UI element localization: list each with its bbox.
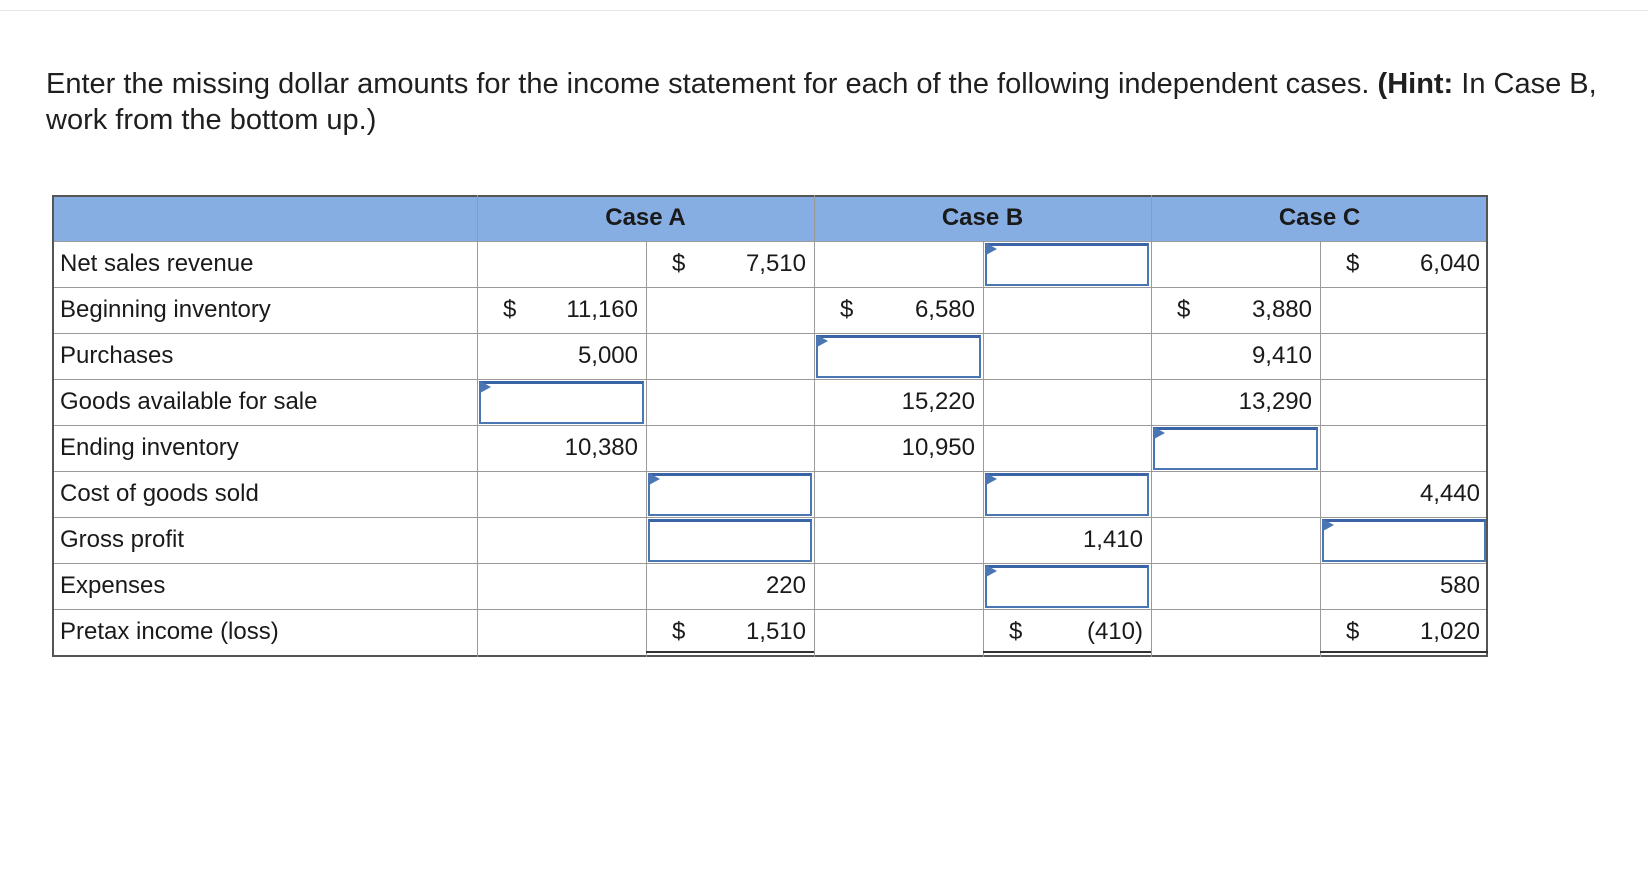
case-c-pretax-income-value: 1,020	[1419, 618, 1480, 645]
row-label-expenses: Expenses	[60, 572, 166, 599]
row-divider	[52, 517, 1488, 518]
case-b-pretax-income	[983, 609, 1151, 655]
column-divider	[477, 195, 478, 657]
currency-symbol: $	[503, 296, 517, 323]
case-c-goods-available: 13,290	[1238, 388, 1312, 415]
row-label-cost-of-goods-sold: Cost of goods sold	[60, 480, 259, 507]
case-b-goods-available: 15,220	[901, 388, 975, 415]
total-underline	[1320, 651, 1488, 653]
case-a-net-sales	[646, 241, 814, 287]
row-label-pretax-income: Pretax income (loss)	[60, 618, 279, 645]
case-a-cost-of-goods-sold-input[interactable]	[648, 473, 812, 516]
case-c-purchases: 9,410	[1251, 342, 1312, 369]
case-a-expenses: 220	[765, 572, 806, 599]
instruction-hint-text: In Case B, work from the bottom up.)	[46, 68, 1597, 136]
row-divider	[52, 287, 1488, 288]
row-label-beginning-inventory: Beginning inventory	[60, 296, 271, 323]
instruction-hint-label: (Hint:	[1377, 68, 1454, 100]
table-border-top	[52, 195, 1488, 197]
column-divider	[983, 241, 984, 657]
column-divider	[1151, 195, 1152, 657]
row-divider	[52, 241, 1488, 242]
currency-symbol: $	[840, 296, 854, 323]
case-b-expenses-input[interactable]	[985, 565, 1149, 608]
table-border-right	[1486, 195, 1488, 657]
case-c-beginning-inventory	[1151, 287, 1320, 333]
case-b-gross-profit: 1,410	[1082, 526, 1143, 553]
case-c-ending-inventory-input[interactable]	[1153, 427, 1318, 470]
case-a-beginning-inventory-value: 11,160	[566, 296, 638, 323]
case-b-net-sales-input[interactable]	[985, 243, 1149, 286]
case-a-gross-profit-input[interactable]	[648, 519, 812, 562]
case-c-gross-profit-input[interactable]	[1322, 519, 1486, 562]
case-c-pretax-income	[1320, 609, 1488, 655]
case-c-cost-of-goods-sold: 4,440	[1419, 480, 1480, 507]
row-divider	[52, 379, 1488, 380]
case-c-expenses: 580	[1439, 572, 1480, 599]
row-divider	[52, 609, 1488, 610]
currency-symbol: $	[672, 250, 686, 277]
currency-symbol: $	[1346, 618, 1360, 645]
row-label-goods-available: Goods available for sale	[60, 388, 318, 415]
case-a-beginning-inventory	[477, 287, 646, 333]
row-label-net-sales: Net sales revenue	[60, 250, 254, 277]
row-divider	[52, 425, 1488, 426]
instruction-main: Enter the missing dollar amounts for the income statement for each of the following independent cases.	[46, 68, 1378, 100]
currency-symbol: $	[1009, 618, 1023, 645]
header-case-b: Case B	[814, 195, 1151, 241]
case-b-purchases-input[interactable]	[816, 335, 981, 378]
case-a-pretax-income-value: 1,510	[745, 618, 806, 645]
case-a-ending-inventory: 10,380	[564, 434, 638, 461]
case-c-net-sales	[1320, 241, 1488, 287]
row-divider	[52, 471, 1488, 472]
income-statement-table	[52, 195, 1488, 658]
row-divider	[52, 563, 1488, 564]
case-a-net-sales-value: 7,510	[745, 250, 806, 277]
case-b-cost-of-goods-sold-input[interactable]	[985, 473, 1149, 516]
case-c-beginning-inventory-value: 3,880	[1251, 296, 1312, 323]
column-divider	[646, 241, 647, 657]
case-b-beginning-inventory	[814, 287, 983, 333]
case-b-pretax-income-value: (410)	[1086, 618, 1143, 645]
header-case-c: Case C	[1151, 195, 1488, 241]
row-label-ending-inventory: Ending inventory	[60, 434, 239, 461]
column-divider	[1320, 241, 1321, 657]
case-a-goods-available-input[interactable]	[479, 381, 644, 424]
table-border-left	[52, 195, 54, 657]
table-border-bottom	[52, 655, 1488, 657]
total-underline	[983, 651, 1151, 653]
currency-symbol: $	[1177, 296, 1191, 323]
currency-symbol: $	[672, 618, 686, 645]
case-b-beginning-inventory-value: 6,580	[914, 296, 975, 323]
case-b-ending-inventory: 10,950	[901, 434, 975, 461]
currency-symbol: $	[1346, 250, 1360, 277]
top-divider	[0, 10, 1648, 11]
row-divider	[52, 333, 1488, 334]
header-case-a: Case A	[477, 195, 814, 241]
row-label-gross-profit: Gross profit	[60, 526, 185, 553]
row-label-purchases: Purchases	[60, 342, 174, 369]
case-a-purchases: 5,000	[577, 342, 638, 369]
instruction-text	[46, 66, 1606, 138]
total-underline	[646, 651, 814, 653]
case-c-net-sales-value: 6,040	[1419, 250, 1480, 277]
column-divider	[814, 195, 815, 657]
case-a-pretax-income	[646, 609, 814, 655]
